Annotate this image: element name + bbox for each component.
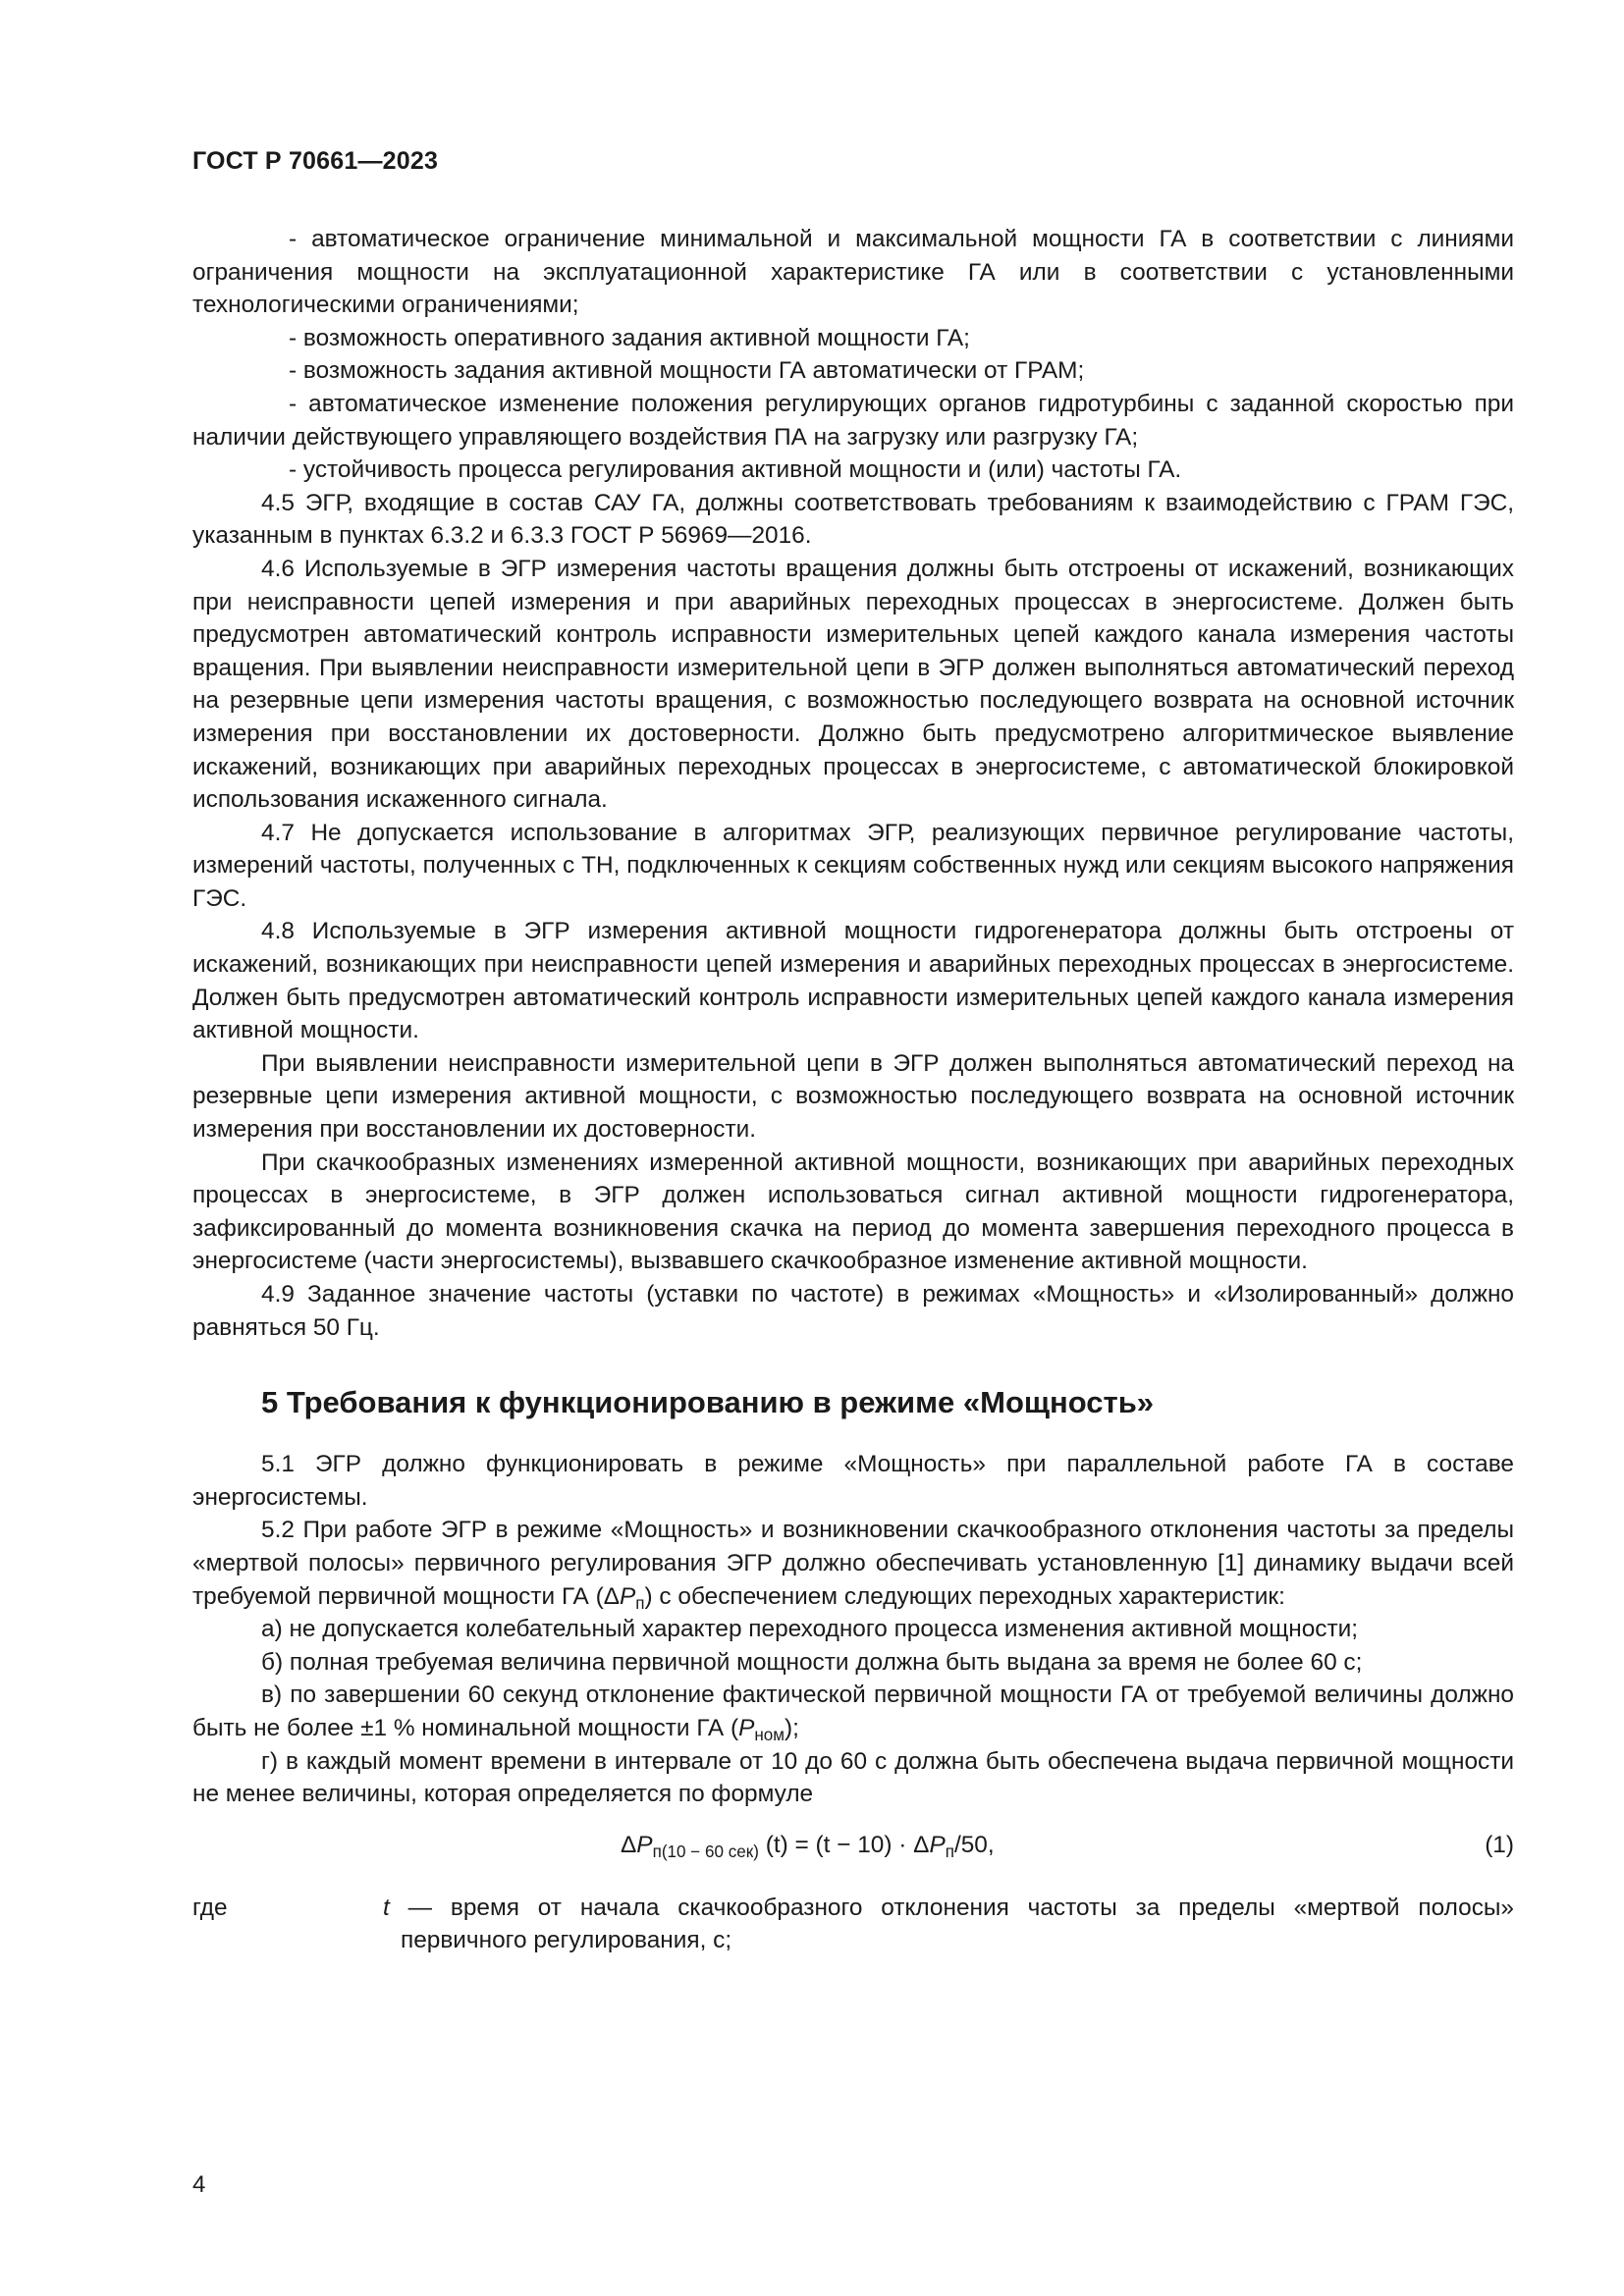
where-label: где xyxy=(192,1894,228,1921)
formula-number: (1) xyxy=(1485,1831,1514,1858)
list-item-b: б) полная требуемая величина первичной мощности должна быть выдана за время не более 60 с; xyxy=(261,1648,1363,1676)
section-heading: 5 Требования к функционированию в режиме «Мощность» xyxy=(261,1385,1155,1420)
where-body: t — время от начала скачкообразного отклонения частоты за пределы «мертвой полосы» первичного регулирования, с; xyxy=(383,1894,1514,1954)
paragraph-5-1: 5.1 ЭГР должно функционировать в режиме «Мощность» при параллельной работе ГА в составе энергосистемы. xyxy=(192,1451,1514,1511)
list-item: - возможность оперативного задания активной мощности ГА; xyxy=(289,324,970,351)
paragraph-4-8: 4.8 Используемые в ЭГР измерения активной мощности гидрогенератора должны быть отстроены от искажений, возникающих при неисправности цепей измерения и аварийных переходных процессах в энергосистеме. Должен быть предусмотрен автоматический контроль исправности измерительных цепей каждого канала измерения активной мощности. xyxy=(192,918,1514,1044)
list-item: - автоматическое ограничение минимальной и максимальной мощности ГА в соответствии с линиями ограничения мощности на эксплуатационной характеристике ГА или в соответствии с установленными технологическими ограничениями; xyxy=(192,226,1514,319)
list-item-g: г) в каждый момент времени в интервале от 10 до 60 с должна быть обеспечена выдача первичной мощности не менее величины, которая определяется по формуле xyxy=(192,1747,1514,1808)
paragraph-5-2: 5.2 При работе ЭГР в режиме «Мощность» и возникновении скачкообразного отклонения частоты за пределы «мертвой полосы» первичного регулирования ЭГР должно обеспечивать установленную [1] динамику выдачи всей требуемой первичной мощности ГА $(\Delta P_п)$ с обеспечением следующих переходных характеристик: xyxy=(192,1517,1514,1613)
paragraph-4-6: 4.6 Используемые в ЭГР измерения частоты вращения должны быть отстроены от искажений, возникающих при неисправности цепей измерения и при аварийных переходных процессах в энергосистеме. Должен быть предусмотрен автоматический контроль исправности измерительных цепей каждого канала измерения частоты вращения. При выявлении неисправности измерительной цепи в ЭГР должен выполняться автоматический переход на резервные цепи измерения частоты вращения, с возможностью последующего возврата на основной источник измерения при восстановлении их достоверности. Должно быть предусмотрено алгоритмическое выявление искажений, возникающих при аварийных переходных процессах в энергосистеме, с автоматической блокировкой использования искаженного сигнала. xyxy=(192,555,1514,814)
page-content xyxy=(192,223,1514,1958)
list-item: - возможность задания активной мощности ГА автоматически от ГРАМ; xyxy=(289,357,1085,385)
document-code: ГОСТ Р 70661—2023 xyxy=(192,147,439,175)
paragraph-4-5: 4.5 ЭГР, входящие в состав САУ ГА, должны соответствовать требованиям к взаимодействию с ГРАМ ГЭС, указанным в пунктах 6.3.2 и 6.3.3 ГОСТ Р 56969—2016. xyxy=(192,489,1514,550)
where-definition xyxy=(192,1892,1514,1958)
paragraph-4-8-c: При скачкообразных изменениях измеренной активной мощности, возникающих при аварийных переходных процессах в энергосистеме, в ЭГР должен использоваться сигнал активной мощности гидрогенератора, зафиксированный до момента возникновения скачка на период до момента завершения переходного процесса в энергосистеме (части энергосистемы), вызвавшего скачкообразное изменение активной мощности. xyxy=(192,1148,1514,1275)
paragraph-4-7: 4.7 Не допускается использование в алгоритмах ЭГР, реализующих первичное регулирование частоты, измерений частоты, полученных с ТН, подключенных к секциям собственных нужд или секциям высокого напряжения ГЭС. xyxy=(192,819,1514,912)
paragraph-4-8-b: При выявлении неисправности измерительной цепи в ЭГР должен выполняться автоматический переход на резервные цепи измерения активной мощности, с возможностью последующего возврата на основной источник измерения при восстановлении их достоверности. xyxy=(192,1049,1514,1144)
list-item-v: в) по завершении 60 секунд отклонение фактической первичной мощности ГА от требуемой величины должно быть не более ±1 % номинальной мощности ГА $(P_{ном})$; xyxy=(192,1682,1514,1744)
list-item: - автоматическое изменение положения регулирующих органов гидротурбины с заданной скоростью при наличии действующего управляющего воздействия ПА на загрузку или разгрузку ГА; xyxy=(192,390,1514,451)
page-number: 4 xyxy=(192,2171,206,2198)
list-item-a: а) не допускается колебательный характер переходного процесса изменения активной мощности; xyxy=(261,1616,1359,1643)
formula-1 xyxy=(192,1829,1514,1864)
list-item: - устойчивость процесса регулирования активной мощности и (или) частоты ГА. xyxy=(289,456,1182,484)
formula-expression: $\Delta P_{п(10 - 60 сек)}$ $(t) = (t - 10) \cdot \Delta P_п/50$, xyxy=(621,1831,995,1861)
paragraph-4-9: 4.9 Заданное значение частоты (уставки по частоте) в режимах «Мощность» и «Изолированный» должно равняться 50 Гц. xyxy=(192,1281,1514,1341)
